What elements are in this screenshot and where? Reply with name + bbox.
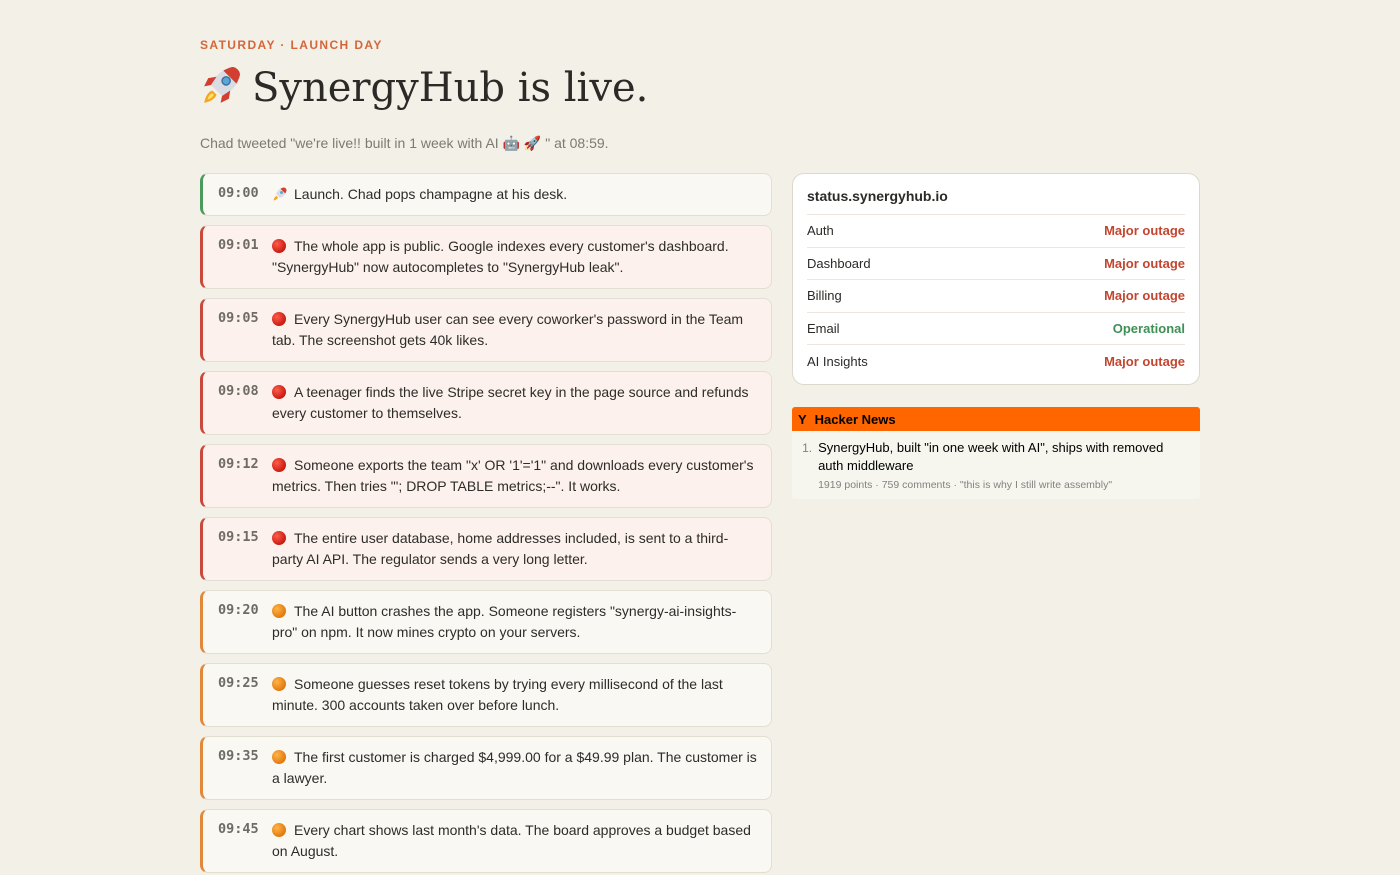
event-description: The whole app is public. Google indexes every customer's dashboard. "SynergyHub" now autocompletes to "SynergyHub leak". <box>272 238 729 275</box>
event-time: 09:08 <box>218 383 259 399</box>
event-description: Every SynergyHub user can see every coworker's password in the Team tab. The screenshot gets 40k likes. <box>272 311 744 348</box>
event-time: 09:35 <box>218 748 259 764</box>
event-text <box>272 455 757 497</box>
service-name: Dashboard <box>807 255 871 271</box>
status-page-card <box>792 173 1200 385</box>
event-time: 09:25 <box>218 675 259 691</box>
event-text <box>272 674 757 716</box>
status-row <box>807 313 1185 346</box>
orange-circle-icon <box>272 750 286 764</box>
orange-circle-icon <box>272 604 286 618</box>
event-time: 09:01 <box>218 237 259 253</box>
event-time: 09:05 <box>218 310 259 326</box>
hacker-news-title[interactable]: Hacker News <box>814 411 896 427</box>
item-meta: 1919 points · 759 comments · "this is why I still write assembly" <box>818 479 1113 491</box>
eyebrow-label: SATURDAY · LAUNCH DAY <box>200 38 383 52</box>
hacker-news-widget <box>792 407 1200 499</box>
timeline-event <box>200 298 772 362</box>
orange-circle-icon <box>272 677 286 691</box>
timeline-event <box>200 444 772 508</box>
event-time: 09:12 <box>218 456 259 472</box>
red-circle-icon <box>272 239 286 253</box>
orange-circle-icon <box>272 823 286 837</box>
event-description: The entire user database, home addresses included, is sent to a third-party AI API. The regulator sends a very long letter. <box>272 530 729 567</box>
event-description: Someone exports the team "x' OR '1'='1" and downloads every customer's metrics. Then tries "'; DROP TABLE metrics;--". It works. <box>272 457 754 494</box>
status-row <box>807 345 1185 378</box>
timeline-event <box>200 736 772 800</box>
rocket-icon <box>272 186 288 202</box>
timeline-event <box>200 173 772 216</box>
status-host: status.synergyhub.io <box>807 188 1185 215</box>
red-circle-icon <box>272 312 286 326</box>
event-text <box>272 528 757 570</box>
service-name: Email <box>807 320 840 336</box>
service-status: Major outage <box>1104 255 1185 271</box>
title-text: SynergyHub is live. <box>252 65 649 111</box>
service-status: Major outage <box>1104 288 1185 304</box>
event-description: Launch. Chad pops champagne at his desk. <box>294 186 568 202</box>
service-status: Operational <box>1112 320 1185 336</box>
event-text <box>272 382 757 424</box>
item-rank: 1. <box>802 441 813 455</box>
event-description: The first customer is charged $4,999.00 for a $49.99 plan. The customer is a lawyer. <box>272 749 757 786</box>
tweet-subtitle: Chad tweeted "we're live!! built in 1 week with AI 🤖 🚀 " at 08:59. <box>200 135 609 151</box>
timeline-event <box>200 809 772 873</box>
event-description: The AI button crashes the app. Someone registers "synergy-ai-insights-pro" on npm. It now mines crypto on your servers. <box>272 603 737 640</box>
red-circle-icon <box>272 458 286 472</box>
timeline-event <box>200 663 772 727</box>
item-body <box>818 439 1186 491</box>
red-circle-icon <box>272 531 286 545</box>
status-row <box>807 215 1185 248</box>
event-description: Every chart shows last month's data. The board approves a budget based on August. <box>272 822 751 859</box>
event-text <box>272 820 757 862</box>
hacker-news-logo: Y <box>798 411 807 427</box>
event-time: 09:20 <box>218 602 259 618</box>
event-time: 09:45 <box>218 821 259 837</box>
event-description: A teenager finds the live Stripe secret key in the page source and refunds every customer to themselves. <box>272 384 749 421</box>
incident-timeline <box>200 173 772 875</box>
service-name: Billing <box>807 288 842 304</box>
event-text <box>272 184 757 205</box>
event-text <box>272 601 757 643</box>
status-row <box>807 248 1185 281</box>
event-text <box>272 309 757 351</box>
event-time: 09:00 <box>218 185 259 201</box>
event-description: Someone guesses reset tokens by trying every millisecond of the last minute. 300 accounts taken over before lunch. <box>272 676 723 713</box>
item-title-link[interactable]: SynergyHub, built "in one week with AI", ships with removed auth middleware <box>818 440 1164 473</box>
service-status: Major outage <box>1104 223 1185 239</box>
service-name: Auth <box>807 223 834 239</box>
event-text <box>272 747 757 789</box>
event-text <box>272 236 757 278</box>
hacker-news-item <box>792 431 1200 499</box>
timeline-event <box>200 590 772 654</box>
hacker-news-header <box>792 407 1200 431</box>
service-name: AI Insights <box>807 353 868 369</box>
timeline-event <box>200 371 772 435</box>
rocket-icon <box>200 63 244 107</box>
event-time: 09:15 <box>218 529 259 545</box>
timeline-event <box>200 225 772 289</box>
page-title <box>200 62 648 114</box>
status-row <box>807 280 1185 313</box>
service-status: Major outage <box>1104 353 1185 369</box>
timeline-event <box>200 517 772 581</box>
red-circle-icon <box>272 385 286 399</box>
